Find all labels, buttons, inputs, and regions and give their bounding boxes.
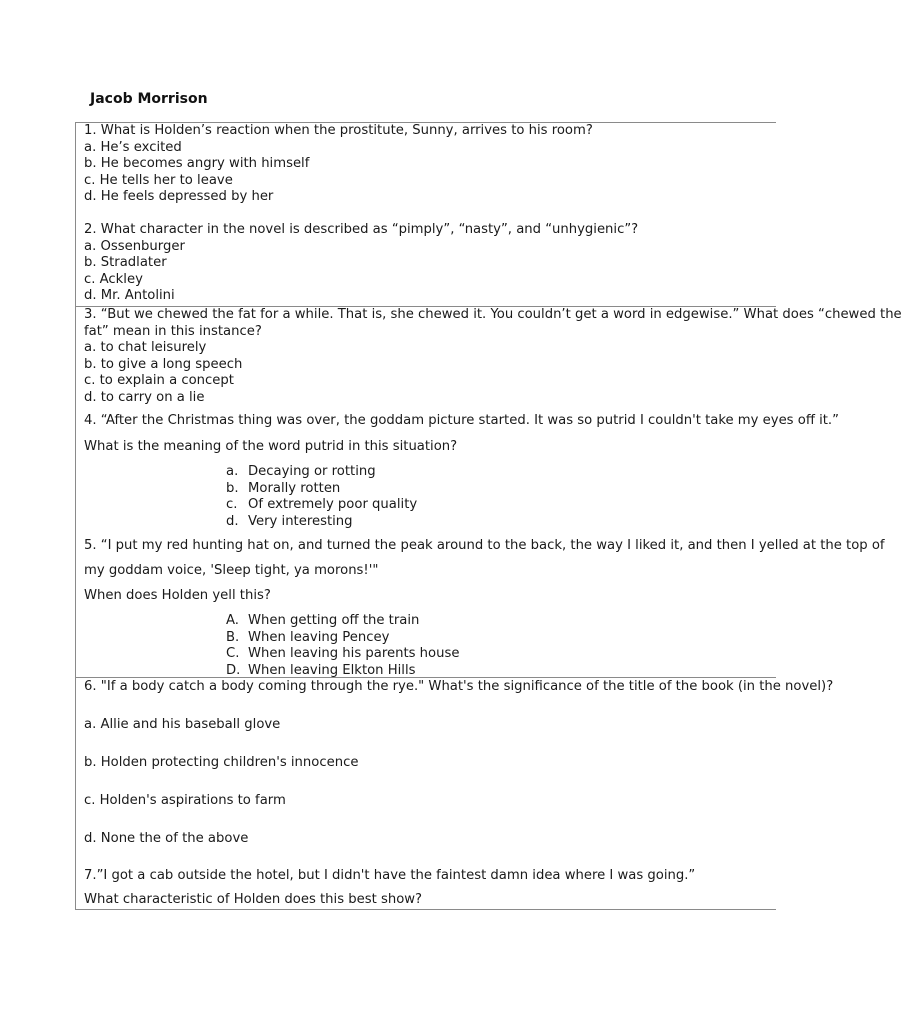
- option-marker: a.: [226, 464, 239, 479]
- q4-option-c: [226, 497, 417, 513]
- option-text: Decaying or rotting: [248, 464, 376, 479]
- q6-option-d: d. None the of the above: [84, 831, 249, 846]
- question-cell-6-7: [76, 677, 834, 910]
- option-text: When getting off the train: [248, 613, 420, 628]
- option-text: Very interesting: [248, 513, 353, 529]
- option-marker: B.: [226, 629, 240, 645]
- question-cell-3-5: [76, 306, 902, 678]
- q6-option-b: b. Holden protecting children's innocence: [84, 755, 359, 770]
- q3-stem-line1: 3. “But we chewed the fat for a while. That is, she chewed it. You couldn’t get a word in edgewise.” What does “chewed the: [84, 307, 902, 322]
- question-cell-1-2: [76, 122, 776, 306]
- q1-option-a: a. He’s excited: [84, 139, 182, 155]
- quiz-table: [75, 122, 902, 910]
- q3-option-d: d. to carry on a lie: [84, 389, 205, 405]
- option-marker: C.: [226, 646, 240, 661]
- q4-option-d: [226, 514, 353, 530]
- q2-option-b: b. Stradlater: [84, 255, 167, 270]
- q2-stem: 2. What character in the novel is described as “pimply”, “nasty”, and “unhygienic”?: [84, 222, 639, 237]
- q5-option-b: [226, 630, 389, 646]
- q5-stem-line2: my goddam voice, 'Sleep tight, ya morons!'": [84, 563, 379, 578]
- q4-option-b: [226, 481, 340, 497]
- q3-stem-line2: fat” mean in this instance?: [84, 323, 262, 339]
- q2-option-c: c. Ackley: [84, 271, 143, 287]
- q5-question: When does Holden yell this?: [84, 588, 271, 603]
- option-marker: d.: [226, 513, 239, 529]
- q1-option-d: d. He feels depressed by her: [84, 189, 274, 204]
- q3-option-c: c. to explain a concept: [84, 373, 234, 388]
- q1-option-b: b. He becomes angry with himself: [84, 156, 310, 171]
- option-text: Morally rotten: [248, 480, 341, 496]
- option-marker: b.: [226, 480, 239, 496]
- q1-option-c: c. He tells her to leave: [84, 172, 233, 188]
- q6-option-a: a. Allie and his baseball glove: [84, 717, 281, 732]
- q1-stem: 1. What is Holden’s reaction when the prostitute, Sunny, arrives to his room?: [84, 123, 593, 138]
- q6-stem: 6. "If a body catch a body coming through the rye." What's the significance of the title of the book (in the novel)?: [84, 679, 834, 694]
- q4-stem: 4. “After the Christmas thing was over, the goddam picture started. It was so putrid I couldn't take my eyes off it.”: [84, 413, 839, 428]
- option-text: When leaving Pencey: [248, 629, 390, 645]
- q2-option-d: d. Mr. Antolini: [84, 288, 175, 303]
- q5-option-a: [226, 613, 419, 629]
- q5-stem-line1: 5. “I put my red hunting hat on, and turned the peak around to the back, the way I liked it, and then I yelled at the top of: [84, 538, 885, 553]
- option-text: When leaving his parents house: [248, 646, 460, 661]
- option-text: When leaving Elkton Hills: [248, 662, 416, 678]
- q5-option-c: [226, 646, 459, 662]
- q7-stem: 7.”I got a cab outside the hotel, but I didn't have the faintest damn idea where I was going.”: [84, 868, 696, 883]
- q3-option-a: a. to chat leisurely: [84, 340, 207, 355]
- author-name: Jacob Morrison: [90, 91, 208, 107]
- q4-option-a: [226, 464, 376, 480]
- q3-option-b: b. to give a long speech: [84, 356, 243, 372]
- q6-option-c: c. Holden's aspirations to farm: [84, 793, 286, 808]
- option-text: Of extremely poor quality: [248, 497, 418, 512]
- option-marker: D.: [226, 662, 241, 678]
- q4-question: What is the meaning of the word putrid in this situation?: [84, 439, 458, 454]
- option-marker: A.: [226, 613, 239, 628]
- q2-option-a: a. Ossenburger: [84, 238, 185, 254]
- option-marker: c.: [226, 497, 238, 512]
- q7-question: What characteristic of Holden does this best show?: [84, 892, 423, 907]
